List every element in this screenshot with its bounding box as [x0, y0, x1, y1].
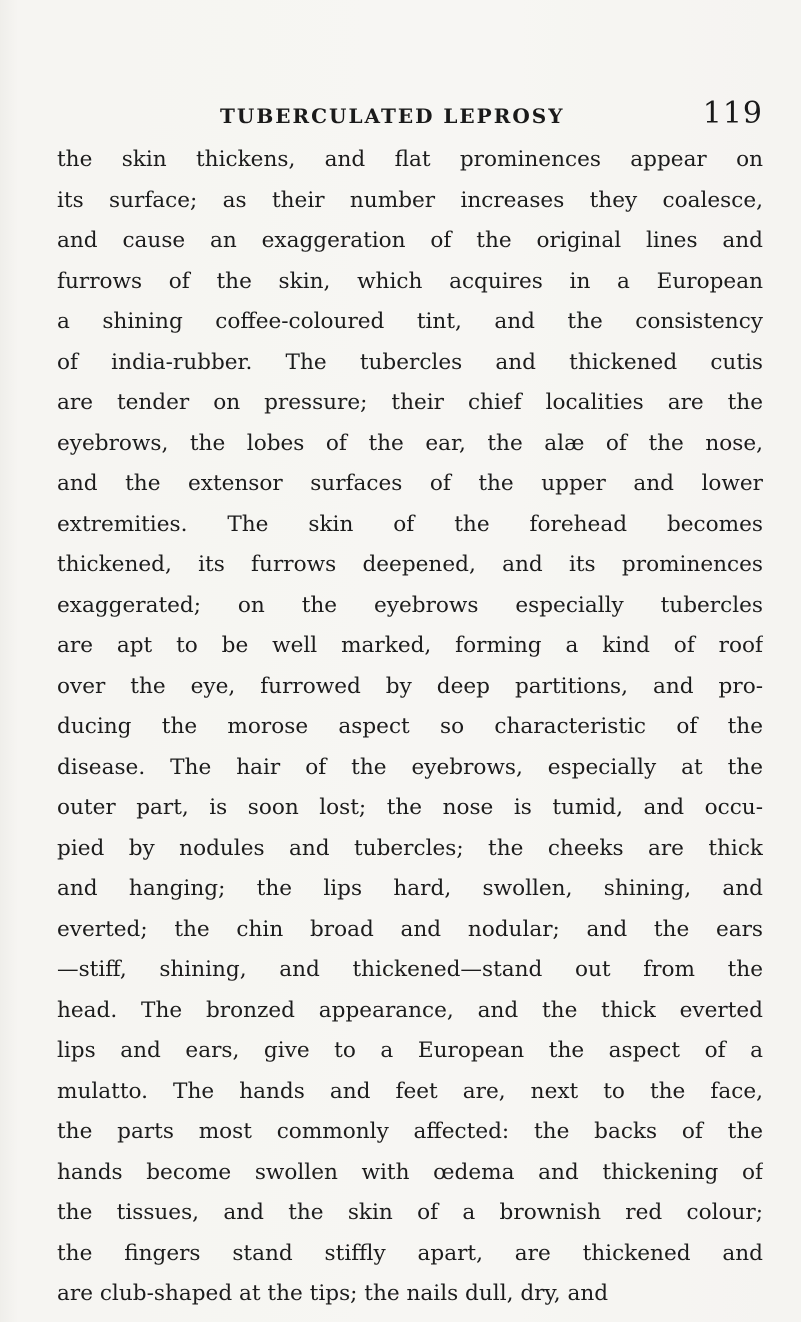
page-header: [220, 96, 763, 140]
text-line: are club-shaped at the tips; the nails dull, dry, and: [57, 1281, 609, 1306]
text-line: eyebrows, the lobes of the ear, the alæ of the nose,: [57, 430, 763, 456]
text-line: and hanging; the lips hard, swollen, shining, and: [57, 876, 763, 901]
text-line: thickened, its furrows deepened, and its prominences: [57, 552, 763, 577]
text-line: everted; the chin broad and nodular; and the ears: [57, 916, 763, 942]
text-line: disease. The hair of the eyebrows, especially at the: [57, 754, 763, 780]
text-line: outer part, is soon lost; the nose is tumid, and occu-: [57, 795, 763, 820]
text-line: —stiff, shining, and thickened—stand out from the: [57, 957, 763, 982]
text-line: over the eye, furrowed by deep partitions, and pro-: [57, 673, 763, 699]
text-line: mulatto. The hands and feet are, next to the face,: [57, 1078, 763, 1104]
text-line: its surface; as their number increases they coalesce,: [57, 187, 763, 213]
text-line: a shining coffee-coloured tint, and the consistency: [57, 309, 763, 334]
body-text: [57, 140, 763, 1315]
text-line: ducing the morose aspect so characteristic of the: [57, 714, 763, 739]
text-line: are tender on pressure; their chief localities are the: [57, 390, 763, 415]
text-line: and the extensor surfaces of the upper and lower: [57, 471, 763, 496]
text-line: the skin thickens, and flat prominences appear on: [57, 147, 763, 172]
text-line: pied by nodules and tubercles; the cheeks are thick: [57, 835, 763, 861]
text-line: the tissues, and the skin of a brownish red colour;: [57, 1200, 763, 1225]
text-line: hands become swollen with œdema and thickening of: [57, 1159, 763, 1185]
text-line: and cause an exaggeration of the original lines and: [57, 228, 763, 253]
text-line: are apt to be well marked, forming a kind of roof: [57, 633, 763, 658]
text-line: the parts most commonly affected: the backs of the: [57, 1119, 763, 1144]
running-title: TUBERCULATED LEPROSY: [220, 104, 565, 128]
text-line: furrows of the skin, which acquires in a European: [57, 268, 763, 294]
text-line: head. The bronzed appearance, and the thick everted: [57, 997, 763, 1023]
text-line: of india-rubber. The tubercles and thickened cutis: [57, 349, 763, 375]
text-line: lips and ears, give to a European the aspect of a: [57, 1038, 763, 1063]
page-number: 119: [702, 96, 763, 131]
text-line: exaggerated; on the eyebrows especially tubercles: [57, 592, 763, 618]
text-line: extremities. The skin of the forehead becomes: [57, 511, 763, 537]
text-line: the fingers stand stiffly apart, are thickened and: [57, 1240, 763, 1266]
